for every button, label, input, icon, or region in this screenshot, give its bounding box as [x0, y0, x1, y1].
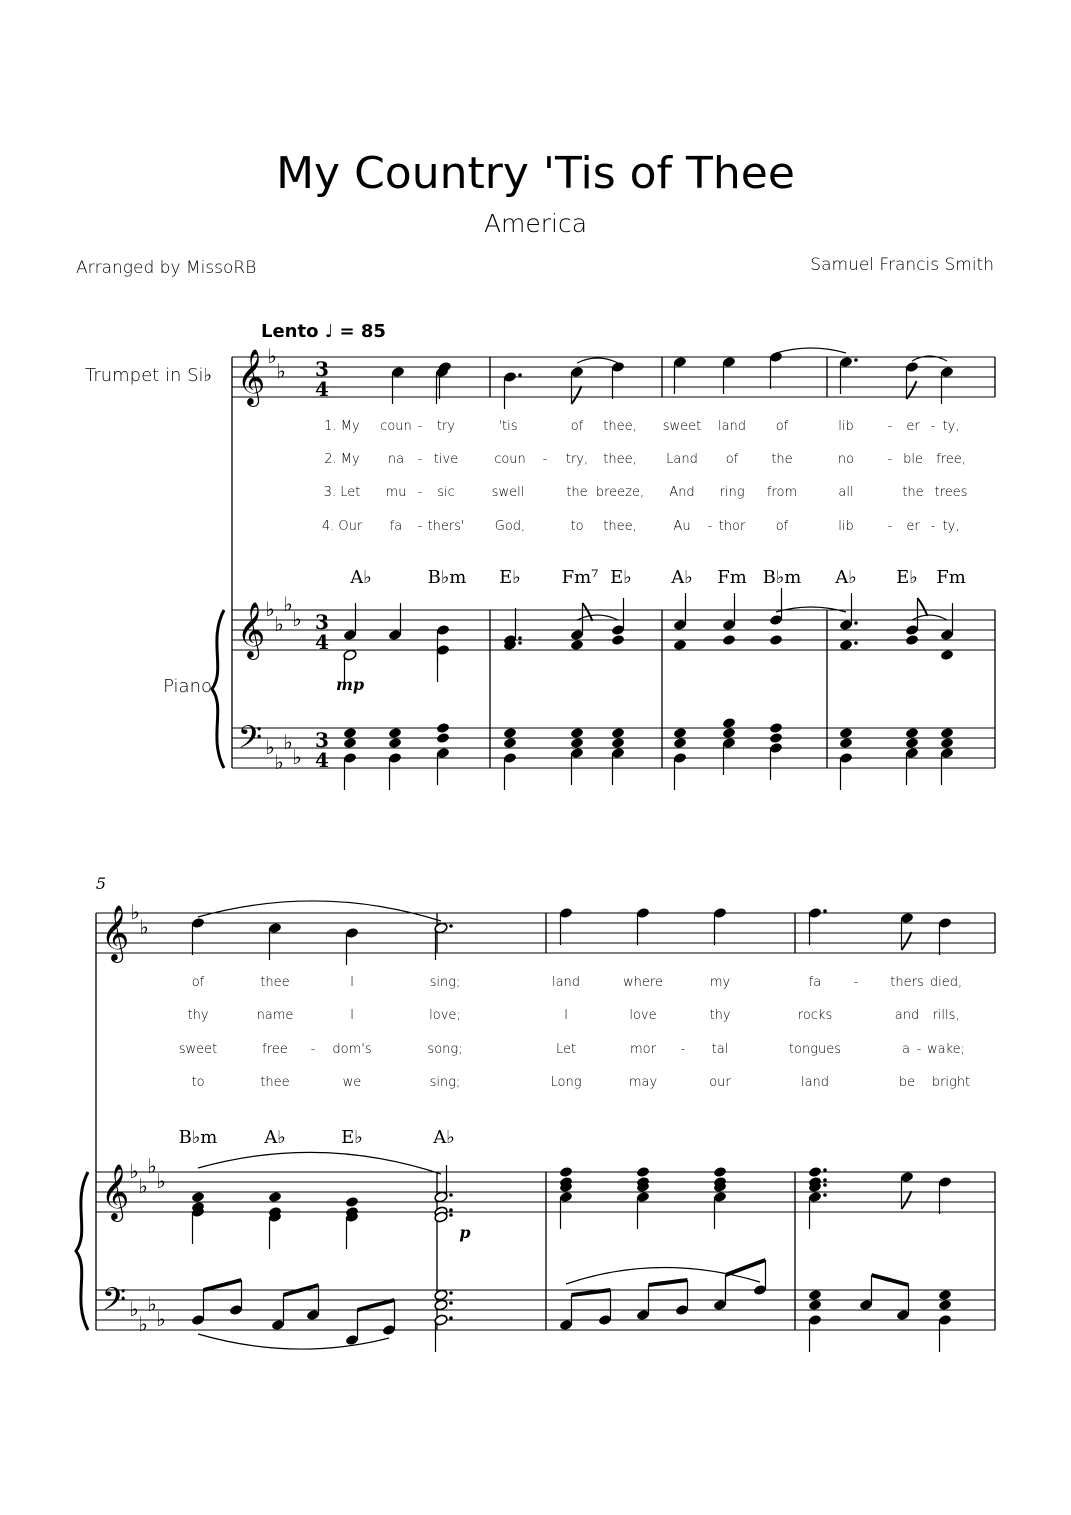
note-head	[938, 1289, 952, 1301]
lyric-syllable: tal	[711, 1042, 729, 1057]
lyric-syllable: thee,	[603, 452, 637, 467]
augmentation-dot	[449, 924, 453, 928]
augmentation-dot	[518, 373, 522, 377]
lyric-syllable: -	[930, 419, 936, 434]
time-signature-top: 3	[315, 728, 329, 752]
lyric-syllable: wake;	[926, 1042, 966, 1057]
note-head	[636, 1166, 650, 1178]
lyric-syllable: of	[570, 419, 584, 434]
lyric-syllable: 4. Our	[321, 519, 363, 534]
key-signature-flat: ♭	[283, 730, 293, 754]
lyric-syllable: -	[887, 419, 893, 434]
lyric-syllable: -	[887, 519, 893, 534]
note-head	[905, 727, 919, 739]
lyric-syllable: our	[709, 1075, 731, 1090]
lyric-syllable: -	[680, 1042, 686, 1057]
note-beam	[726, 1260, 766, 1275]
chord-symbol: B♭m	[762, 567, 802, 588]
note-head	[611, 727, 625, 739]
lyric-syllable: the	[566, 485, 588, 500]
lyric-syllable: 1. My	[324, 419, 360, 434]
chord-symbol: E♭	[341, 1127, 363, 1148]
note-head	[570, 639, 584, 651]
augmentation-dot	[823, 1193, 827, 1197]
lyric-syllable: swell	[491, 485, 525, 500]
lyric-syllable: died,	[929, 975, 963, 990]
lyric-syllable: ring	[719, 485, 745, 500]
augmentation-dot	[518, 641, 522, 645]
lyric-syllable: Let	[555, 1042, 577, 1057]
lyric-syllable: 'tis	[498, 419, 518, 434]
lyric-syllable: 3. Let	[323, 485, 361, 500]
lyric-syllable: a	[902, 1042, 910, 1057]
lyric-syllable: I	[350, 1008, 354, 1023]
lyric-syllable: lib	[838, 519, 854, 534]
note-beam	[649, 1280, 688, 1285]
key-signature-flat: ♭	[292, 745, 302, 769]
chord-symbol: A♭	[433, 1127, 455, 1148]
lyric-syllable: thee,	[603, 519, 637, 534]
lyric-syllable: love;	[429, 1008, 461, 1023]
piano-brace	[76, 1172, 88, 1330]
note-head	[611, 737, 625, 749]
note-flag	[902, 1191, 912, 1209]
treble-clef-icon: 𝄞	[236, 602, 266, 658]
lyric-syllable: thor	[718, 519, 746, 534]
chord-symbol: A♭	[835, 567, 857, 588]
key-signature-flat: ♭	[138, 1174, 148, 1198]
note-head	[611, 634, 625, 646]
lyric-syllable: sweet	[178, 1042, 218, 1057]
lyric-syllable: thee,	[603, 419, 637, 434]
lyric-syllable: coun	[494, 452, 526, 467]
slur	[776, 348, 846, 353]
time-signature-bottom: 4	[315, 630, 329, 654]
note-head	[673, 727, 687, 739]
key-signature-flat: ♭	[147, 1154, 157, 1178]
augmentation-dot	[449, 1193, 453, 1197]
augmentation-dot	[449, 1301, 453, 1305]
lyric-syllable: lib	[838, 419, 854, 434]
piano-brace	[212, 610, 224, 768]
note-head	[940, 737, 954, 749]
key-signature-flat: ♭	[147, 1292, 157, 1316]
note-head	[268, 1191, 282, 1203]
lyric-syllable: -	[542, 452, 548, 467]
score-subtitle: America	[483, 209, 588, 238]
key-signature-flat: ♭	[265, 597, 275, 621]
note-head	[769, 722, 783, 734]
note-head	[839, 639, 853, 651]
chord-symbol: E♭	[499, 567, 521, 588]
lyric-syllable: sing;	[429, 975, 461, 990]
chord-symbol: B♭m	[427, 567, 467, 588]
note-head	[436, 722, 450, 734]
lyric-syllable: thee	[260, 1075, 290, 1090]
lyric-syllable: sic	[437, 485, 455, 500]
note-head	[722, 727, 736, 739]
bass-clef-icon: 𝄢	[237, 719, 263, 763]
augmentation-dot	[449, 1213, 453, 1217]
lyric-syllable: and	[894, 1008, 920, 1023]
lyric-syllable: land	[800, 1075, 830, 1090]
note-head	[191, 1191, 205, 1203]
note-head	[343, 737, 357, 749]
lyric-syllable: sweet	[662, 419, 702, 434]
note-flag	[583, 603, 593, 621]
dynamic-marking: p	[459, 1223, 471, 1242]
lyric-syllable: fa	[808, 975, 822, 990]
chord-symbol: E♭	[896, 567, 918, 588]
lyric-syllable: try,	[565, 452, 589, 467]
lyric-syllable: thers	[890, 975, 924, 990]
note-head	[769, 732, 783, 744]
lyric-syllable: rills,	[932, 1008, 960, 1023]
key-signature-flat: ♭	[283, 592, 293, 616]
augmentation-dot	[854, 621, 858, 625]
note-flag	[902, 932, 912, 950]
note-head	[434, 1289, 448, 1301]
slur	[577, 358, 618, 363]
note-head	[940, 649, 954, 661]
lyric-syllable: try	[436, 419, 456, 434]
time-signature-bottom: 4	[315, 377, 329, 401]
note-head	[839, 727, 853, 739]
note-head	[388, 727, 402, 739]
note-head	[722, 717, 736, 729]
treble-clef-icon: 𝄞	[100, 905, 130, 961]
chord-symbol: A♭	[264, 1127, 286, 1148]
lyric-syllable: er	[906, 519, 920, 534]
lyric-syllable: trees	[934, 485, 968, 500]
lyric-syllable: er	[906, 419, 920, 434]
note-flag	[572, 386, 582, 404]
slur	[198, 1152, 441, 1174]
lyric-syllable: coun	[380, 419, 412, 434]
note-head	[436, 732, 450, 744]
instrument-label-piano: Piano	[163, 676, 212, 697]
lyric-syllable: ty,	[942, 519, 960, 534]
augmentation-dot	[823, 1183, 827, 1187]
key-signature-flat: ♭	[129, 1297, 139, 1321]
lyric-syllable: -	[853, 975, 859, 990]
lyric-syllable: bright	[931, 1075, 971, 1090]
lyric-syllable: thers'	[427, 519, 465, 534]
note-head	[713, 1166, 727, 1178]
lyric-syllable: thy	[709, 1008, 731, 1023]
note-head	[938, 1299, 952, 1311]
note-head	[905, 634, 919, 646]
lyric-syllable: -	[916, 1042, 922, 1057]
composer-credit: Samuel Francis Smith	[810, 255, 994, 275]
note-head	[570, 727, 584, 739]
lyric-syllable: the	[902, 485, 924, 500]
lyric-syllable: 2. My	[324, 452, 360, 467]
lyric-syllable: -	[417, 485, 423, 500]
lyric-syllable: land	[551, 975, 581, 990]
lyric-syllable: Au	[673, 519, 691, 534]
time-signature-top: 3	[315, 610, 329, 634]
lyric-syllable: of	[775, 519, 789, 534]
key-signature-flat: ♭	[156, 1169, 166, 1193]
key-signature-flat: ♭	[139, 915, 149, 939]
lyric-syllable: -	[930, 519, 936, 534]
note-head	[559, 1166, 573, 1178]
key-signature-flat: ♭	[274, 612, 284, 636]
lyric-syllable: be	[898, 1075, 916, 1090]
lyric-syllable: And	[669, 485, 695, 500]
note-beam	[204, 1280, 242, 1290]
note-head	[673, 639, 687, 651]
instrument-label-trumpet: Trumpet in Si♭	[84, 365, 212, 386]
dynamic-marking: mp	[335, 675, 365, 694]
chord-symbol: E♭	[610, 567, 632, 588]
key-signature-flat: ♭	[138, 1312, 148, 1336]
slur	[577, 615, 618, 620]
augmentation-dot	[823, 1168, 827, 1172]
note-head	[940, 727, 954, 739]
lyric-syllable: I	[350, 975, 354, 990]
lyric-syllable: of	[775, 419, 789, 434]
lyric-syllable: to	[570, 519, 584, 534]
note-head	[388, 737, 402, 749]
note-flag	[907, 381, 917, 399]
note-head	[839, 737, 853, 749]
note-head	[503, 737, 517, 749]
note-head	[905, 737, 919, 749]
note-head	[808, 1299, 822, 1311]
lyric-syllable: my	[709, 975, 731, 990]
note-beam	[572, 1290, 611, 1295]
treble-clef-icon: 𝄞	[100, 1164, 130, 1220]
chord-symbol: A♭	[350, 567, 372, 588]
lyric-syllable: na	[387, 452, 405, 467]
slur	[198, 1334, 389, 1349]
lyric-syllable: of	[191, 975, 205, 990]
key-signature-flat: ♭	[276, 359, 286, 383]
augmentation-dot	[449, 1291, 453, 1295]
lyric-syllable: may	[628, 1075, 658, 1090]
chord-symbol: A♭	[671, 567, 693, 588]
note-beam	[872, 1275, 909, 1285]
key-signature-flat: ♭	[130, 900, 140, 924]
key-signature-flat: ♭	[129, 1159, 139, 1183]
lyric-syllable: sing;	[429, 1075, 461, 1090]
lyric-syllable: to	[191, 1075, 205, 1090]
measure-number: 5	[95, 874, 107, 893]
bass-clef-icon: 𝄢	[101, 1281, 127, 1325]
lyric-syllable: song;	[427, 1042, 463, 1057]
lyric-syllable: Long	[550, 1075, 582, 1090]
note-head	[434, 1299, 448, 1311]
augmentation-dot	[449, 1316, 453, 1320]
lyric-syllable: mu	[385, 485, 407, 500]
lyric-syllable: mor	[630, 1042, 656, 1057]
lyric-syllable: where	[623, 975, 663, 990]
note-flag	[918, 598, 928, 616]
note-head	[769, 634, 783, 646]
lyric-syllable: God,	[494, 519, 526, 534]
lyric-syllable: free	[262, 1042, 288, 1057]
lyric-syllable: we	[342, 1075, 362, 1090]
lyric-syllable: rocks	[797, 1008, 833, 1023]
time-signature-top: 3	[315, 357, 329, 381]
lyric-syllable: no	[837, 452, 855, 467]
lyric-syllable: dom's	[332, 1042, 372, 1057]
tempo-bpm: = 85	[339, 321, 386, 342]
lyric-syllable: tongues	[788, 1042, 842, 1057]
lyric-syllable: ty,	[942, 419, 960, 434]
augmentation-dot	[823, 909, 827, 913]
chord-symbol: B♭m	[178, 1127, 218, 1148]
note-head	[808, 1289, 822, 1301]
key-signature-flat: ♭	[156, 1307, 166, 1331]
lyric-syllable: free,	[936, 452, 966, 467]
slur	[198, 901, 441, 921]
key-signature-flat: ♭	[267, 344, 277, 368]
lyric-syllable: thee	[260, 975, 290, 990]
treble-clef-icon: 𝄞	[236, 349, 266, 405]
lyric-syllable: -	[417, 452, 423, 467]
lyric-syllable: -	[887, 452, 893, 467]
lyric-syllable: thy	[187, 1008, 209, 1023]
key-signature-flat: ♭	[274, 750, 284, 774]
arranger-credit: Arranged by MissoRB	[76, 258, 257, 278]
key-signature-flat: ♭	[265, 735, 275, 759]
augmentation-dot	[449, 1208, 453, 1212]
lyric-syllable: breeze,	[595, 485, 645, 500]
lyric-syllable: of	[725, 452, 739, 467]
tempo-text: Lento	[261, 321, 319, 342]
lyric-syllable: -	[417, 519, 423, 534]
lyric-syllable: Land	[666, 452, 698, 467]
note-head	[673, 737, 687, 749]
key-signature-flat: ♭	[292, 607, 302, 631]
lyric-syllable: the	[771, 452, 793, 467]
lyric-syllable: love	[629, 1008, 657, 1023]
lyric-syllable: name	[256, 1008, 294, 1023]
note-head	[503, 727, 517, 739]
lyric-syllable: ble	[903, 452, 923, 467]
note-head	[722, 634, 736, 646]
quarter-note-icon: ♩	[324, 321, 334, 342]
augmentation-dot	[854, 358, 858, 362]
augmentation-dot	[854, 641, 858, 645]
score-title: My Country 'Tis of Thee	[276, 148, 795, 199]
note-head	[570, 737, 584, 749]
lyric-syllable: -	[417, 419, 423, 434]
lyric-syllable: I	[564, 1008, 568, 1023]
time-signature-bottom: 4	[315, 748, 329, 772]
note-head	[343, 727, 357, 739]
lyric-syllable: tive	[433, 452, 459, 467]
lyric-syllable: from	[766, 485, 798, 500]
augmentation-dot	[518, 636, 522, 640]
note-head	[345, 1196, 359, 1208]
chord-symbol: Fm⁷	[561, 567, 599, 588]
lyric-syllable: -	[310, 1042, 316, 1057]
augmentation-dot	[823, 1178, 827, 1182]
note-head	[808, 1166, 822, 1178]
chord-symbol: Fm	[717, 567, 747, 588]
lyric-syllable: fa	[389, 519, 403, 534]
note-beam	[358, 1300, 395, 1310]
chord-symbol: Fm	[936, 567, 966, 588]
lyric-syllable: land	[717, 419, 747, 434]
lyric-syllable: -	[707, 519, 713, 534]
lyric-syllable: all	[838, 485, 854, 500]
